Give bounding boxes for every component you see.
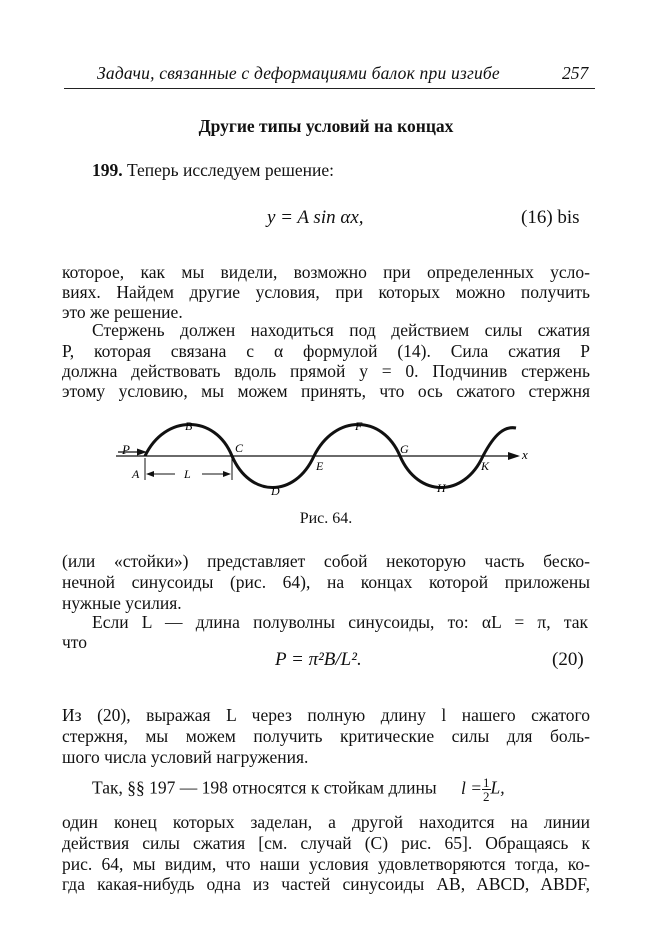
fraction-rhs: L, xyxy=(490,777,505,798)
para6-line-2: стержня, мы можем получить критические силы для боль- xyxy=(62,726,590,746)
fraction-one-half xyxy=(482,776,491,803)
paragraph-199 xyxy=(92,160,334,181)
fraction-numerator: 1 xyxy=(483,775,490,790)
label-g: G xyxy=(400,442,409,456)
para7-line-4: рис. 64, мы видим, что наши условия удовлетворяются тогда, ко- xyxy=(62,854,590,874)
label-k: K xyxy=(481,459,490,473)
para2-line-3: это же решение. xyxy=(62,302,183,322)
label-b: B xyxy=(185,419,193,433)
label-a: A xyxy=(132,467,140,481)
equation-20: P = π²B/L². xyxy=(275,649,362,670)
header-rule xyxy=(64,88,595,89)
para4-line-2: нечной синусоиды (рис. 64), на концах которой приложены xyxy=(62,572,590,592)
equation-20-label: (20) xyxy=(552,649,584,670)
label-h: H xyxy=(437,481,446,495)
para7-line-2: один конец которых заделан, а другой находится на линии xyxy=(62,812,590,832)
para3-line-2: P, которая связана с α формулой (14). Сила сжатия P xyxy=(62,341,590,361)
label-c: C xyxy=(235,441,244,455)
fraction-denominator: 2 xyxy=(483,789,490,804)
page-number: 257 xyxy=(562,63,589,83)
figure-caption: Рис. 64. xyxy=(299,510,353,527)
dim-arrow-right xyxy=(223,471,231,477)
para7-lead-text: Так, §§ 197 — 198 относятся к стойкам длины xyxy=(92,777,437,798)
label-f: F xyxy=(355,419,363,433)
para3-line-1: Стержень должен находиться под действием силы сжатия xyxy=(92,320,590,340)
dim-arrow-left xyxy=(146,471,154,477)
label-p: P xyxy=(122,442,130,457)
x-axis-arrowhead xyxy=(508,452,520,460)
para6-line-3: шого числа условий нагружения. xyxy=(62,747,309,767)
equation-16-label: (16) bis xyxy=(521,207,580,228)
para7-line-5: гда какая-нибудь одна из частей синусоиды AB, ABCD, ABDF, xyxy=(62,874,590,894)
para2-line-2: виях. Найдем другие условия, при которых можно получить xyxy=(62,282,590,302)
para2-line-1: которое, как мы видели, возможно при определенных усло- xyxy=(62,262,590,282)
para7-line-1 xyxy=(92,776,505,803)
para5-line-2: что xyxy=(62,632,87,652)
label-d: D xyxy=(271,484,280,498)
para4-line-3: нужные усилия. xyxy=(62,593,182,613)
label-x: x xyxy=(522,447,528,462)
equation-16: y = A sin αx, xyxy=(267,207,364,228)
label-l: L xyxy=(184,467,191,481)
section-title: Другие типы условий на концах xyxy=(198,116,454,136)
figure-64-sinusoid xyxy=(110,408,550,503)
para4-line-1: (или «стойки») представляет собой некоторую часть беско- xyxy=(62,551,590,571)
para3-line-3: должна действовать вдоль прямой y = 0. Подчинив стержень xyxy=(62,361,590,381)
paragraph-text: Теперь исследуем решение: xyxy=(122,160,334,180)
paragraph-number: 199. xyxy=(92,160,123,180)
para3-line-4: этому условию, мы можем принять, что ось сжатого стержня xyxy=(62,381,590,401)
fraction-lhs: l = xyxy=(461,777,483,798)
para5-line-1: Если L — длина полуволны синусоиды, то: αL = π, так xyxy=(92,612,588,632)
para7-line-3: действия силы сжатия [см. случай (C) рис. 65]. Обращаясь к xyxy=(62,833,590,853)
running-header: Задачи, связанные с деформациями балок при изгибе xyxy=(97,63,500,83)
para6-line-1: Из (20), выражая L через полную длину l нашего сжатого xyxy=(62,705,590,725)
label-e: E xyxy=(316,459,324,473)
